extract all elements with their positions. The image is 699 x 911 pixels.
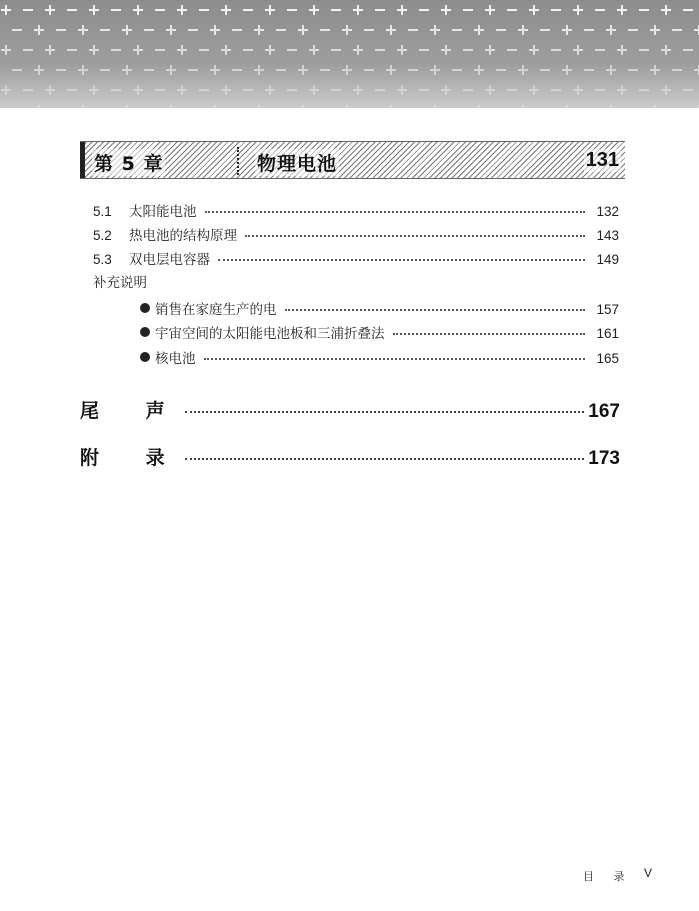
plus-sign-icon	[122, 105, 132, 108]
entry-page: 143	[596, 228, 619, 243]
epilogue-title: 尾 声	[80, 400, 185, 422]
plus-sign-icon	[529, 5, 539, 15]
bullet-icon	[140, 327, 150, 337]
plus-sign-icon	[430, 25, 440, 35]
toc-entry-epilogue[interactable]	[80, 396, 620, 423]
plus-sign-icon	[78, 25, 88, 35]
plus-sign-icon	[221, 85, 231, 95]
plus-sign-icon	[650, 25, 660, 35]
appendix-page: 173	[588, 448, 620, 469]
plus-sign-icon	[397, 85, 407, 95]
plus-sign-icon	[298, 105, 308, 108]
plus-sign-icon	[210, 25, 220, 35]
plus-sign-icon	[89, 85, 99, 95]
dot-leader	[245, 235, 585, 237]
plus-sign-icon	[694, 105, 699, 108]
plus-minus-pattern	[0, 0, 699, 108]
plus-sign-icon	[265, 45, 275, 55]
plus-sign-icon	[606, 65, 616, 75]
dot-leader	[218, 259, 585, 261]
plus-sign-icon	[254, 105, 264, 108]
chapter-title: 物理电池	[255, 149, 339, 176]
entry-title: 热电池的结构原理	[129, 228, 237, 244]
supplement-item[interactable]	[140, 298, 619, 318]
dot-leader	[393, 333, 586, 335]
plus-sign-icon	[166, 65, 176, 75]
plus-sign-icon	[441, 5, 451, 15]
plus-sign-icon	[254, 25, 264, 35]
supplement-page: 157	[596, 302, 619, 317]
plus-sign-icon	[221, 5, 231, 15]
bullet-icon	[140, 303, 150, 313]
plus-sign-icon	[177, 45, 187, 55]
plus-sign-icon	[45, 5, 55, 15]
chapter-page-number: 131	[585, 149, 619, 171]
plus-sign-icon	[1, 45, 11, 55]
dot-leader	[204, 358, 586, 360]
plus-sign-icon	[265, 85, 275, 95]
plus-sign-icon	[661, 85, 671, 95]
plus-sign-icon	[386, 65, 396, 75]
footer-page-number: V	[644, 866, 653, 880]
chapter-left-rule	[80, 142, 85, 178]
plus-sign-icon	[606, 105, 616, 108]
plus-sign-icon	[254, 65, 264, 75]
entry-page: 149	[596, 252, 619, 267]
plus-sign-icon	[78, 65, 88, 75]
entry-title: 太阳能电池	[129, 204, 197, 220]
plus-sign-icon	[485, 5, 495, 15]
plus-sign-icon	[133, 45, 143, 55]
plus-sign-icon	[518, 25, 528, 35]
plus-sign-icon	[89, 45, 99, 55]
plus-sign-icon	[617, 45, 627, 55]
chapter-number: 第 5 章	[92, 149, 165, 176]
plus-sign-icon	[617, 85, 627, 95]
plus-sign-icon	[694, 65, 699, 75]
entry-page: 132	[596, 204, 619, 219]
plus-sign-icon	[650, 105, 660, 108]
plus-sign-icon	[518, 65, 528, 75]
plus-sign-icon	[606, 25, 616, 35]
plus-sign-icon	[309, 45, 319, 55]
plus-sign-icon	[210, 105, 220, 108]
dot-leader	[285, 309, 586, 311]
plus-sign-icon	[309, 85, 319, 95]
toc-entry-5-2[interactable]	[93, 224, 619, 244]
toc-entry-5-1[interactable]	[93, 200, 619, 220]
plus-sign-icon	[298, 65, 308, 75]
plus-sign-icon	[34, 65, 44, 75]
plus-sign-icon	[617, 5, 627, 15]
plus-sign-icon	[353, 85, 363, 95]
plus-sign-icon	[265, 5, 275, 15]
plus-sign-icon	[309, 5, 319, 15]
plus-sign-icon	[45, 85, 55, 95]
header-pattern-band	[0, 0, 699, 108]
plus-sign-icon	[1, 85, 11, 95]
plus-sign-icon	[529, 45, 539, 55]
plus-sign-icon	[430, 65, 440, 75]
plus-sign-icon	[529, 85, 539, 95]
supplement-title: 宇宙空间的太阳能电池板和三浦折叠法	[155, 326, 385, 342]
dot-leader	[185, 458, 585, 460]
plus-sign-icon	[474, 65, 484, 75]
plus-sign-icon	[562, 25, 572, 35]
plus-sign-icon	[474, 105, 484, 108]
plus-sign-icon	[562, 105, 572, 108]
plus-sign-icon	[298, 25, 308, 35]
entry-number: 5.2	[93, 228, 112, 243]
plus-sign-icon	[661, 5, 671, 15]
toc-entry-appendix[interactable]	[80, 443, 620, 470]
entry-number: 5.1	[93, 204, 112, 219]
plus-sign-icon	[573, 85, 583, 95]
plus-sign-icon	[221, 45, 231, 55]
plus-sign-icon	[430, 105, 440, 108]
plus-sign-icon	[485, 45, 495, 55]
plus-sign-icon	[342, 105, 352, 108]
plus-sign-icon	[133, 5, 143, 15]
plus-sign-icon	[518, 105, 528, 108]
plus-sign-icon	[166, 105, 176, 108]
plus-sign-icon	[34, 105, 44, 108]
toc-entry-5-3[interactable]	[93, 248, 619, 268]
plus-sign-icon	[650, 65, 660, 75]
plus-sign-icon	[342, 25, 352, 35]
plus-sign-icon	[177, 5, 187, 15]
plus-sign-icon	[397, 5, 407, 15]
plus-sign-icon	[386, 25, 396, 35]
plus-sign-icon	[573, 5, 583, 15]
dot-leader	[185, 411, 585, 413]
plus-sign-icon	[89, 5, 99, 15]
plus-sign-icon	[397, 45, 407, 55]
appendix-title: 附 录	[80, 447, 185, 469]
bullet-icon	[140, 352, 150, 362]
entry-number: 5.3	[93, 252, 112, 267]
plus-sign-icon	[441, 45, 451, 55]
supplement-title: 核电池	[155, 351, 196, 367]
supplement-page: 165	[596, 351, 619, 366]
plus-sign-icon	[573, 45, 583, 55]
plus-sign-icon	[133, 85, 143, 95]
chapter-header	[80, 141, 625, 179]
supplement-title: 销售在家庭生产的电	[155, 302, 277, 318]
footer-section-label: 目 录	[583, 870, 633, 883]
dot-leader	[205, 211, 586, 213]
plus-sign-icon	[342, 65, 352, 75]
epilogue-page: 167	[588, 401, 620, 422]
plus-sign-icon	[210, 65, 220, 75]
plus-sign-icon	[45, 45, 55, 55]
plus-sign-icon	[485, 85, 495, 95]
plus-sign-icon	[474, 25, 484, 35]
plus-sign-icon	[166, 25, 176, 35]
supplement-page: 161	[596, 326, 619, 341]
supplement-item[interactable]	[140, 322, 619, 342]
supplement-item[interactable]	[140, 347, 619, 367]
plus-sign-icon	[441, 85, 451, 95]
plus-sign-icon	[1, 5, 11, 15]
chapter-separator	[237, 147, 239, 175]
plus-sign-icon	[122, 25, 132, 35]
plus-sign-icon	[353, 45, 363, 55]
plus-sign-icon	[34, 25, 44, 35]
entry-title: 双电层电容器	[129, 252, 210, 268]
plus-sign-icon	[177, 85, 187, 95]
supplement-heading: 补充说明	[93, 275, 147, 291]
plus-sign-icon	[353, 5, 363, 15]
plus-sign-icon	[78, 105, 88, 108]
plus-sign-icon	[661, 45, 671, 55]
plus-sign-icon	[386, 105, 396, 108]
plus-sign-icon	[122, 65, 132, 75]
plus-sign-icon	[562, 65, 572, 75]
plus-sign-icon	[694, 25, 699, 35]
